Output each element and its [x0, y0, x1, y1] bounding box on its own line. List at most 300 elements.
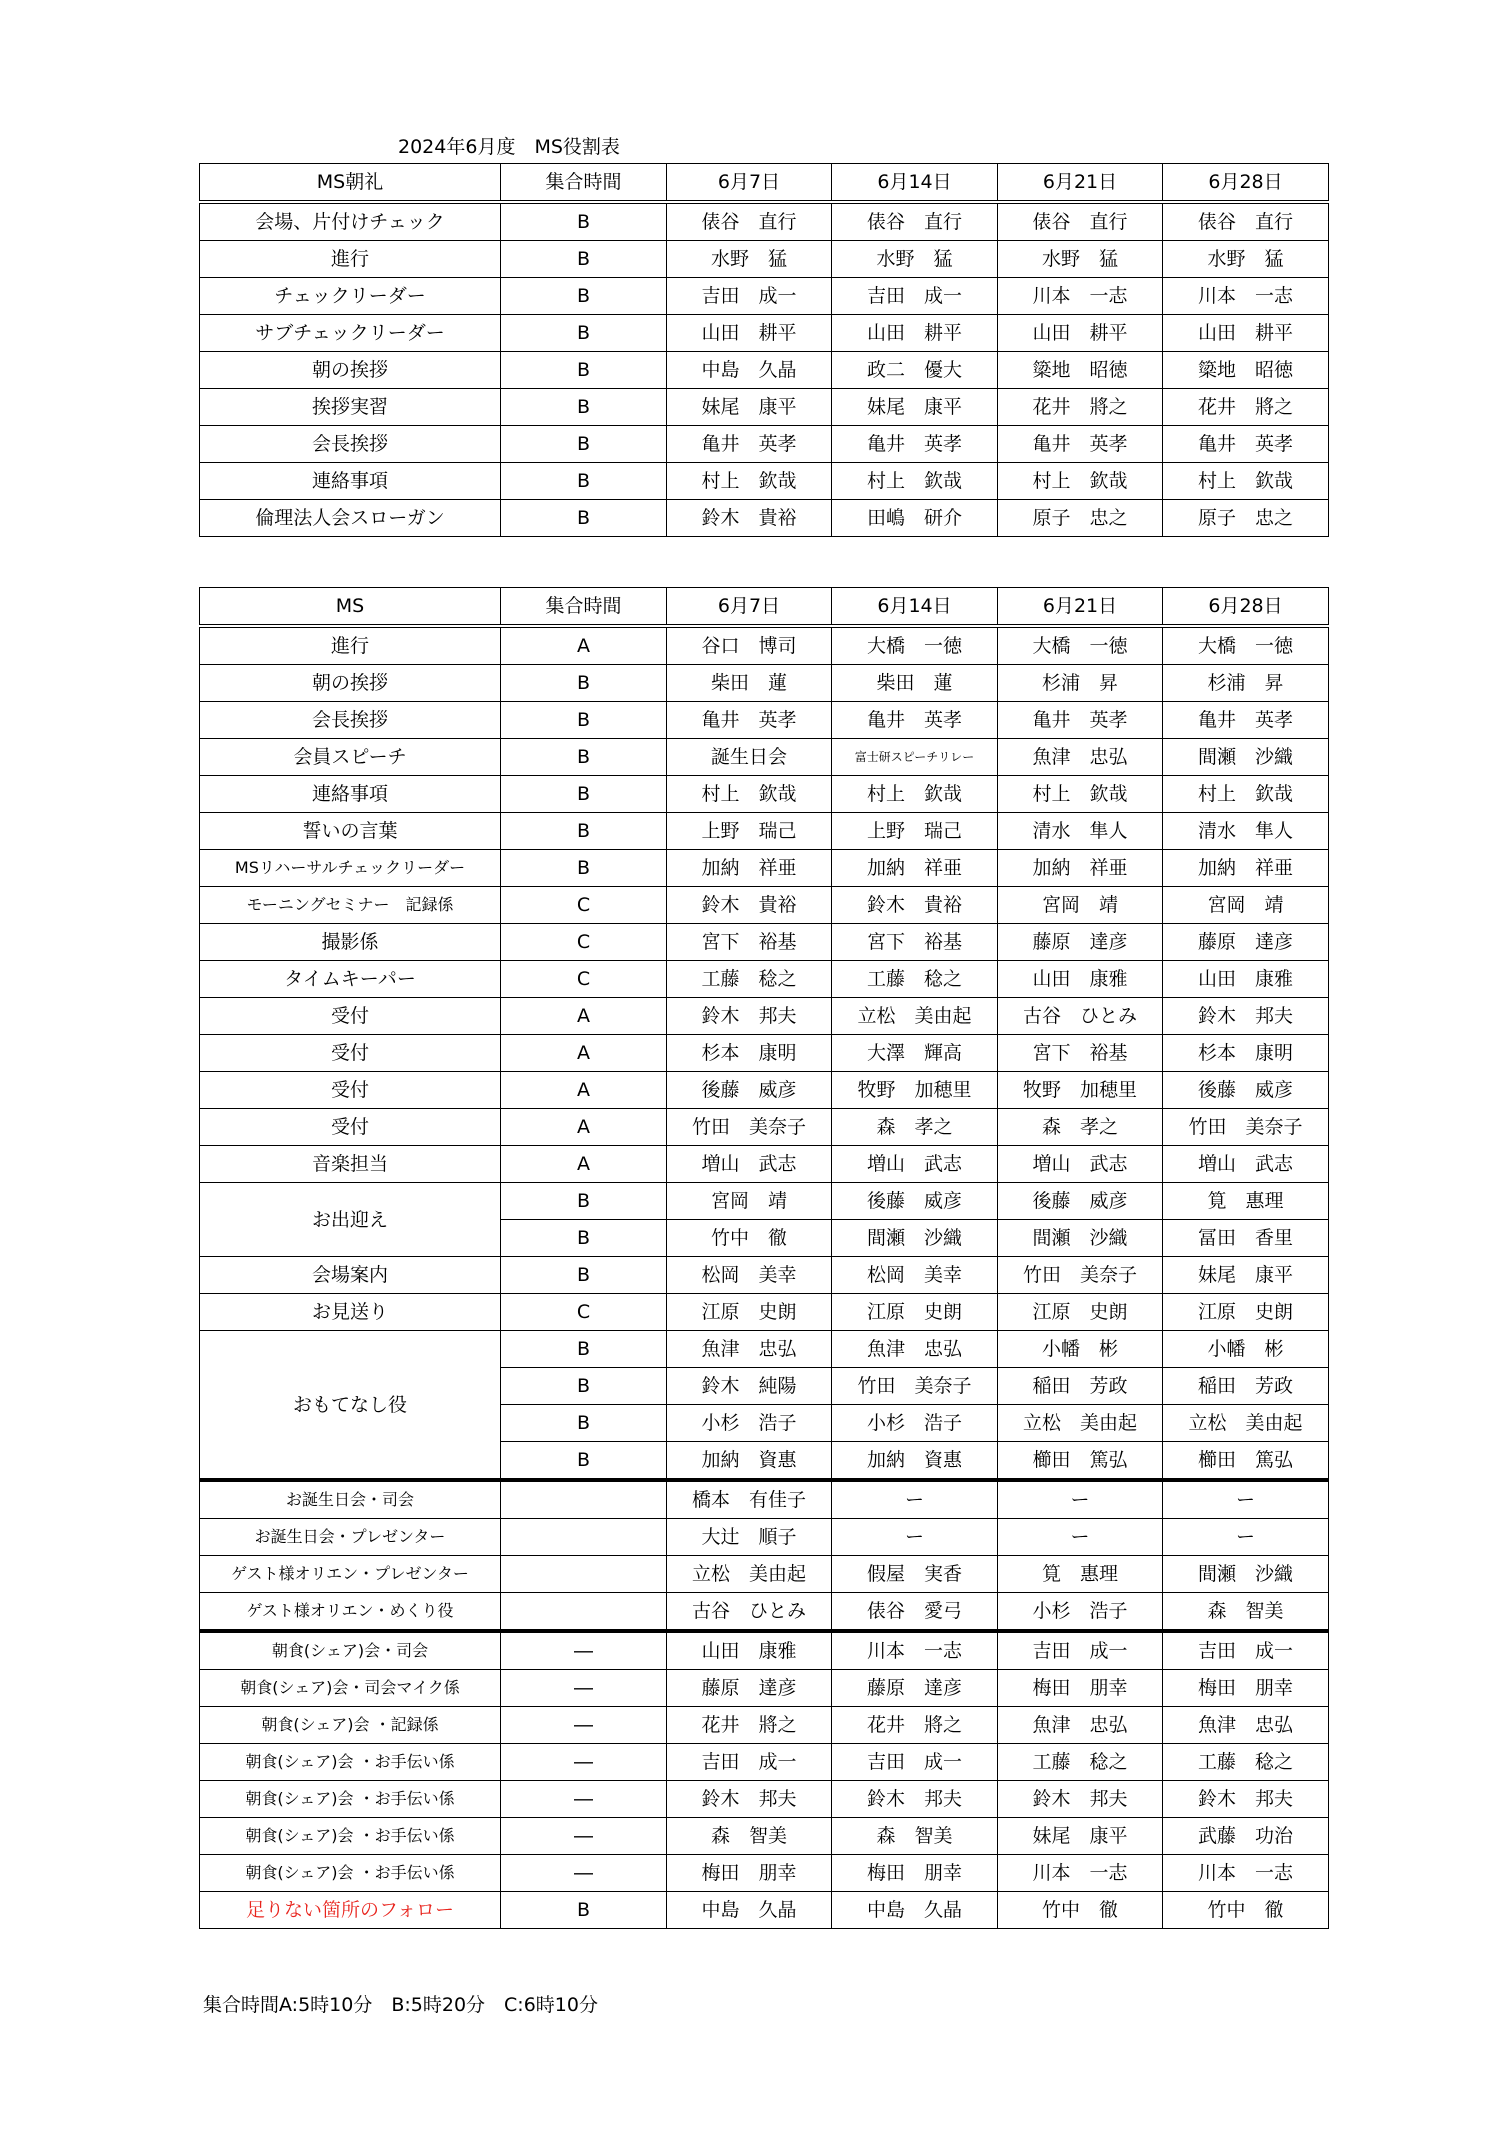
person-cell: 中島 久晶: [832, 1892, 998, 1929]
time-cell: B: [501, 665, 667, 702]
person-cell: ー: [1163, 1519, 1329, 1556]
person-cell: 鈴木 純陽: [667, 1368, 832, 1405]
time-cell: B: [501, 389, 667, 426]
table-row: [200, 1781, 1329, 1818]
person-cell: 村上 欽哉: [1163, 776, 1329, 813]
person-cell: 梅田 朋幸: [667, 1855, 832, 1892]
time-cell: A: [501, 626, 667, 665]
time-cell: B: [501, 739, 667, 776]
person-cell: 加納 資惠: [667, 1442, 832, 1481]
person-cell: 立松 美由起: [832, 998, 998, 1035]
role-cell: 受付: [200, 998, 501, 1035]
person-cell: 竹中 徹: [667, 1220, 832, 1257]
table-row: [200, 776, 1329, 813]
person-cell: 水野 猛: [1163, 241, 1329, 278]
person-cell: 加納 祥亜: [667, 850, 832, 887]
person-cell: 立松 美由起: [998, 1405, 1163, 1442]
role-cell: ゲスト様オリエン・めくり役: [200, 1593, 501, 1632]
role-cell: 朝食(シェア)会 ・お手伝い係: [200, 1818, 501, 1855]
time-cell: [501, 1593, 667, 1632]
person-cell: 簗地 昭徳: [1163, 352, 1329, 389]
time-cell: B: [501, 850, 667, 887]
person-cell: 立松 美由起: [1163, 1405, 1329, 1442]
table-row: [200, 315, 1329, 352]
table-row: [200, 1072, 1329, 1109]
role-cell: 会員スピーチ: [200, 739, 501, 776]
person-cell: 竹中 徹: [998, 1892, 1163, 1929]
person-cell: 梅田 朋幸: [998, 1670, 1163, 1707]
time-cell: ―: [501, 1631, 667, 1670]
person-cell: 小杉 浩子: [832, 1405, 998, 1442]
header-date: 6月21日: [998, 588, 1163, 627]
table-row: [200, 463, 1329, 500]
person-cell: 川本 一志: [1163, 1855, 1329, 1892]
role-cell: 受付: [200, 1072, 501, 1109]
person-cell: 筧 惠理: [1163, 1183, 1329, 1220]
table-row: [200, 813, 1329, 850]
person-cell: 冨田 香里: [1163, 1220, 1329, 1257]
time-cell: ―: [501, 1855, 667, 1892]
person-cell: 村上 欽哉: [667, 776, 832, 813]
person-cell: 間瀬 沙織: [1163, 739, 1329, 776]
role-cell: お誕生日会・プレゼンター: [200, 1519, 501, 1556]
time-cell: B: [501, 241, 667, 278]
person-cell: 中島 久晶: [667, 352, 832, 389]
person-cell: 川本 一志: [1163, 278, 1329, 315]
table-row: [200, 1744, 1329, 1781]
person-cell: 竹田 美奈子: [998, 1257, 1163, 1294]
time-cell: ―: [501, 1670, 667, 1707]
person-cell: ー: [998, 1519, 1163, 1556]
person-cell: 魚津 忠弘: [832, 1331, 998, 1368]
person-cell: 森 智美: [1163, 1593, 1329, 1632]
table-row: [200, 352, 1329, 389]
role-cell: 連絡事項: [200, 776, 501, 813]
person-cell: 花井 將之: [998, 389, 1163, 426]
role-cell: サブチェックリーダー: [200, 315, 501, 352]
person-cell: 竹田 美奈子: [832, 1368, 998, 1405]
person-cell: 宮岡 靖: [1163, 887, 1329, 924]
person-cell: 宮岡 靖: [667, 1183, 832, 1220]
person-cell: 妹尾 康平: [998, 1818, 1163, 1855]
time-cell: ―: [501, 1818, 667, 1855]
table-row: [200, 1480, 1329, 1519]
person-cell: 森 智美: [832, 1818, 998, 1855]
person-cell: 江原 史朗: [832, 1294, 998, 1331]
table-row: [200, 426, 1329, 463]
time-cell: [501, 1556, 667, 1593]
header-time: 集合時間: [501, 164, 667, 203]
person-cell: 鈴木 邦夫: [1163, 998, 1329, 1035]
person-cell: 杉本 康明: [1163, 1035, 1329, 1072]
person-cell: 後藤 威彦: [1163, 1072, 1329, 1109]
person-cell: 山田 耕平: [832, 315, 998, 352]
person-cell: 亀井 英孝: [998, 702, 1163, 739]
time-cell: C: [501, 1294, 667, 1331]
person-cell: 増山 武志: [1163, 1146, 1329, 1183]
role-cell: 朝食(シェア)会 ・お手伝い係: [200, 1781, 501, 1818]
table-row: [200, 702, 1329, 739]
person-cell: 江原 史朗: [667, 1294, 832, 1331]
person-cell: 花井 將之: [667, 1707, 832, 1744]
person-cell: ー: [832, 1519, 998, 1556]
person-cell: 江原 史朗: [1163, 1294, 1329, 1331]
person-cell: 橋本 有佳子: [667, 1480, 832, 1519]
page-title: 2024年6月度 MS役割表: [398, 136, 620, 158]
person-cell: 藤原 達彦: [832, 1670, 998, 1707]
person-cell: 俵谷 愛弓: [832, 1593, 998, 1632]
person-cell: 後藤 威彦: [832, 1183, 998, 1220]
person-cell: 稲田 芳政: [998, 1368, 1163, 1405]
header-role: MS朝礼: [200, 164, 501, 203]
person-cell: 俵谷 直行: [667, 202, 832, 241]
person-cell: 魚津 忠弘: [998, 739, 1163, 776]
person-cell: 山田 康雅: [998, 961, 1163, 998]
person-cell: 武藤 功治: [1163, 1818, 1329, 1855]
person-cell: 富士研スピーチリレー: [832, 739, 998, 776]
person-cell: 宮下 裕基: [832, 924, 998, 961]
person-cell: 原子 忠之: [1163, 500, 1329, 537]
person-cell: 櫛田 篤弘: [1163, 1442, 1329, 1481]
person-cell: 稲田 芳政: [1163, 1368, 1329, 1405]
person-cell: 清水 隼人: [1163, 813, 1329, 850]
person-cell: 増山 武志: [998, 1146, 1163, 1183]
table-row: [200, 924, 1329, 961]
person-cell: 宮下 裕基: [667, 924, 832, 961]
person-cell: 加納 祥亜: [1163, 850, 1329, 887]
time-cell: A: [501, 998, 667, 1035]
person-cell: 後藤 威彦: [998, 1183, 1163, 1220]
header-date: 6月7日: [667, 588, 832, 627]
time-cell: ―: [501, 1744, 667, 1781]
person-cell: 鈴木 貴裕: [667, 500, 832, 537]
role-cell: 朝の挨拶: [200, 665, 501, 702]
person-cell: 水野 猛: [667, 241, 832, 278]
role-cell: おもてなし役: [200, 1331, 501, 1481]
person-cell: 亀井 英孝: [667, 426, 832, 463]
time-cell: B: [501, 813, 667, 850]
person-cell: 妹尾 康平: [1163, 1257, 1329, 1294]
time-cell: B: [501, 1368, 667, 1405]
person-cell: 妹尾 康平: [832, 389, 998, 426]
time-cell: C: [501, 887, 667, 924]
person-cell: 竹中 徹: [1163, 1892, 1329, 1929]
person-cell: 梅田 朋幸: [1163, 1670, 1329, 1707]
person-cell: 原子 忠之: [998, 500, 1163, 537]
table-row: [200, 1183, 1329, 1220]
person-cell: 吉田 成一: [667, 1744, 832, 1781]
person-cell: 松岡 美幸: [667, 1257, 832, 1294]
person-cell: 柴田 蓮: [667, 665, 832, 702]
person-cell: 吉田 成一: [832, 278, 998, 315]
role-cell: モーニングセミナー 記録係: [200, 887, 501, 924]
person-cell: 假屋 実香: [832, 1556, 998, 1593]
person-cell: 花井 將之: [832, 1707, 998, 1744]
person-cell: 亀井 英孝: [667, 702, 832, 739]
table-header-row: [200, 164, 1329, 203]
person-cell: 村上 欽哉: [1163, 463, 1329, 500]
person-cell: 川本 一志: [832, 1631, 998, 1670]
time-cell: C: [501, 961, 667, 998]
table-row: [200, 1892, 1329, 1929]
person-cell: 大澤 輝高: [832, 1035, 998, 1072]
person-cell: 古谷 ひとみ: [998, 998, 1163, 1035]
person-cell: 間瀬 沙織: [832, 1220, 998, 1257]
person-cell: 山田 耕平: [998, 315, 1163, 352]
person-cell: 小杉 浩子: [998, 1593, 1163, 1632]
role-cell: 連絡事項: [200, 463, 501, 500]
person-cell: 藤原 達彦: [667, 1670, 832, 1707]
person-cell: 俵谷 直行: [1163, 202, 1329, 241]
time-cell: B: [501, 1405, 667, 1442]
role-cell: 誓いの言葉: [200, 813, 501, 850]
time-cell: B: [501, 500, 667, 537]
time-cell: C: [501, 924, 667, 961]
table-row: [200, 1855, 1329, 1892]
role-cell: 倫理法人会スローガン: [200, 500, 501, 537]
time-cell: B: [501, 463, 667, 500]
person-cell: 竹田 美奈子: [667, 1109, 832, 1146]
table-row: [200, 850, 1329, 887]
person-cell: 亀井 英孝: [1163, 426, 1329, 463]
person-cell: 工藤 稔之: [832, 961, 998, 998]
person-cell: 魚津 忠弘: [1163, 1707, 1329, 1744]
person-cell: 櫛田 篤弘: [998, 1442, 1163, 1481]
header-date: 6月21日: [998, 164, 1163, 203]
time-cell: B: [501, 1220, 667, 1257]
person-cell: 山田 耕平: [667, 315, 832, 352]
header-date: 6月14日: [832, 588, 998, 627]
time-cell: B: [501, 1892, 667, 1929]
role-cell: 進行: [200, 241, 501, 278]
person-cell: 大辻 順子: [667, 1519, 832, 1556]
person-cell: 森 智美: [667, 1818, 832, 1855]
person-cell: 鈴木 邦夫: [667, 1781, 832, 1818]
person-cell: 鈴木 貴裕: [832, 887, 998, 924]
table-row: [200, 1519, 1329, 1556]
person-cell: 川本 一志: [998, 1855, 1163, 1892]
table-row: [200, 1593, 1329, 1632]
person-cell: 森 孝之: [998, 1109, 1163, 1146]
person-cell: 鈴木 貴裕: [667, 887, 832, 924]
role-cell: 朝の挨拶: [200, 352, 501, 389]
table-header-row: [200, 588, 1329, 627]
header-role: MS: [200, 588, 501, 627]
person-cell: 柴田 蓮: [832, 665, 998, 702]
time-cell: B: [501, 776, 667, 813]
role-cell: 受付: [200, 1109, 501, 1146]
person-cell: 松岡 美幸: [832, 1257, 998, 1294]
role-cell: 朝食(シェア)会・司会: [200, 1631, 501, 1670]
person-cell: 杉浦 昇: [998, 665, 1163, 702]
person-cell: 俵谷 直行: [998, 202, 1163, 241]
person-cell: 加納 資惠: [832, 1442, 998, 1481]
person-cell: 竹田 美奈子: [1163, 1109, 1329, 1146]
person-cell: 誕生日会: [667, 739, 832, 776]
person-cell: 水野 猛: [832, 241, 998, 278]
person-cell: 吉田 成一: [832, 1744, 998, 1781]
table-row: [200, 1818, 1329, 1855]
ms-morning-assembly-table: [199, 163, 1329, 537]
person-cell: 清水 隼人: [998, 813, 1163, 850]
person-cell: 亀井 英孝: [832, 426, 998, 463]
person-cell: 亀井 英孝: [1163, 702, 1329, 739]
person-cell: 増山 武志: [667, 1146, 832, 1183]
person-cell: 村上 欽哉: [998, 463, 1163, 500]
time-cell: ―: [501, 1707, 667, 1744]
table-row: [200, 887, 1329, 924]
person-cell: 宮下 裕基: [998, 1035, 1163, 1072]
person-cell: 後藤 威彦: [667, 1072, 832, 1109]
person-cell: 政二 優大: [832, 352, 998, 389]
time-cell: B: [501, 202, 667, 241]
role-cell: 会場案内: [200, 1257, 501, 1294]
role-cell: 挨拶実習: [200, 389, 501, 426]
person-cell: 古谷 ひとみ: [667, 1593, 832, 1632]
time-cell: B: [501, 278, 667, 315]
time-cell: B: [501, 702, 667, 739]
person-cell: 中島 久晶: [667, 1892, 832, 1929]
time-cell: [501, 1480, 667, 1519]
person-cell: 藤原 達彦: [998, 924, 1163, 961]
role-cell: 進行: [200, 626, 501, 665]
role-cell: 受付: [200, 1035, 501, 1072]
time-cell: A: [501, 1146, 667, 1183]
table-row: [200, 1257, 1329, 1294]
person-cell: 俵谷 直行: [832, 202, 998, 241]
table-row: [200, 500, 1329, 537]
person-cell: 魚津 忠弘: [998, 1707, 1163, 1744]
person-cell: 工藤 稔之: [1163, 1744, 1329, 1781]
person-cell: 工藤 稔之: [667, 961, 832, 998]
person-cell: 亀井 英孝: [998, 426, 1163, 463]
person-cell: 間瀬 沙織: [1163, 1556, 1329, 1593]
table-row: [200, 998, 1329, 1035]
person-cell: 吉田 成一: [998, 1631, 1163, 1670]
person-cell: 鈴木 邦夫: [1163, 1781, 1329, 1818]
time-cell: A: [501, 1072, 667, 1109]
person-cell: 大橋 一徳: [1163, 626, 1329, 665]
person-cell: 吉田 成一: [667, 278, 832, 315]
table-row: [200, 1146, 1329, 1183]
header-time: 集合時間: [501, 588, 667, 627]
person-cell: 加納 祥亜: [832, 850, 998, 887]
header-date: 6月28日: [1163, 164, 1329, 203]
person-cell: 村上 欽哉: [667, 463, 832, 500]
header-date: 6月7日: [667, 164, 832, 203]
table-row: [200, 1707, 1329, 1744]
person-cell: ー: [832, 1480, 998, 1519]
meeting-time-footnote: 集合時間A:5時10分 B:5時20分 C:6時10分: [203, 1994, 598, 2016]
table-row: [200, 1556, 1329, 1593]
time-cell: A: [501, 1109, 667, 1146]
time-cell: B: [501, 352, 667, 389]
person-cell: 大橋 一徳: [998, 626, 1163, 665]
person-cell: 花井 將之: [1163, 389, 1329, 426]
time-cell: B: [501, 426, 667, 463]
person-cell: 杉本 康明: [667, 1035, 832, 1072]
person-cell: 谷口 博司: [667, 626, 832, 665]
person-cell: ー: [998, 1480, 1163, 1519]
role-cell: お出迎え: [200, 1183, 501, 1257]
person-cell: 上野 瑞己: [832, 813, 998, 850]
person-cell: 大橋 一徳: [832, 626, 998, 665]
person-cell: 田嶋 研介: [832, 500, 998, 537]
table-row: [200, 1631, 1329, 1670]
person-cell: 簗地 昭徳: [998, 352, 1163, 389]
person-cell: 立松 美由起: [667, 1556, 832, 1593]
person-cell: 牧野 加穂里: [832, 1072, 998, 1109]
person-cell: 魚津 忠弘: [667, 1331, 832, 1368]
time-cell: A: [501, 1035, 667, 1072]
person-cell: 村上 欽哉: [832, 776, 998, 813]
header-date: 6月28日: [1163, 588, 1329, 627]
person-cell: 筧 惠理: [998, 1556, 1163, 1593]
table-row: [200, 961, 1329, 998]
person-cell: 工藤 稔之: [998, 1744, 1163, 1781]
person-cell: 亀井 英孝: [832, 702, 998, 739]
person-cell: 鈴木 邦夫: [667, 998, 832, 1035]
time-cell: B: [501, 315, 667, 352]
table-row: [200, 665, 1329, 702]
time-cell: ―: [501, 1781, 667, 1818]
table-row: [200, 1331, 1329, 1368]
person-cell: 村上 欽哉: [998, 776, 1163, 813]
person-cell: 藤原 達彦: [1163, 924, 1329, 961]
role-cell: お見送り: [200, 1294, 501, 1331]
person-cell: 梅田 朋幸: [832, 1855, 998, 1892]
person-cell: 山田 康雅: [1163, 961, 1329, 998]
table-row: [200, 389, 1329, 426]
person-cell: ー: [1163, 1480, 1329, 1519]
table-row: [200, 626, 1329, 665]
role-cell: MSリハーサルチェックリーダー: [200, 850, 501, 887]
table-row: [200, 202, 1329, 241]
person-cell: 江原 史朗: [998, 1294, 1163, 1331]
time-cell: [501, 1519, 667, 1556]
time-cell: B: [501, 1183, 667, 1220]
person-cell: 吉田 成一: [1163, 1631, 1329, 1670]
person-cell: 小幡 彬: [998, 1331, 1163, 1368]
role-cell: チェックリーダー: [200, 278, 501, 315]
table-row: [200, 241, 1329, 278]
person-cell: 山田 康雅: [667, 1631, 832, 1670]
table-row: [200, 1109, 1329, 1146]
role-cell: 会長挨拶: [200, 702, 501, 739]
table-row: [200, 1670, 1329, 1707]
ms-role-table: [199, 587, 1329, 1929]
person-cell: 宮岡 靖: [998, 887, 1163, 924]
person-cell: 上野 瑞己: [667, 813, 832, 850]
person-cell: 小杉 浩子: [667, 1405, 832, 1442]
role-cell: 朝食(シェア)会 ・記録係: [200, 1707, 501, 1744]
person-cell: 水野 猛: [998, 241, 1163, 278]
table-row: [200, 739, 1329, 776]
person-cell: 鈴木 邦夫: [998, 1781, 1163, 1818]
person-cell: 鈴木 邦夫: [832, 1781, 998, 1818]
person-cell: 増山 武志: [832, 1146, 998, 1183]
role-cell: 朝食(シェア)会・司会マイク係: [200, 1670, 501, 1707]
header-date: 6月14日: [832, 164, 998, 203]
role-cell: 会場、片付けチェック: [200, 202, 501, 241]
role-cell: 会長挨拶: [200, 426, 501, 463]
table-row: [200, 1035, 1329, 1072]
time-cell: B: [501, 1331, 667, 1368]
person-cell: 山田 耕平: [1163, 315, 1329, 352]
role-cell: 朝食(シェア)会 ・お手伝い係: [200, 1744, 501, 1781]
table-row: [200, 1294, 1329, 1331]
person-cell: 小幡 彬: [1163, 1331, 1329, 1368]
